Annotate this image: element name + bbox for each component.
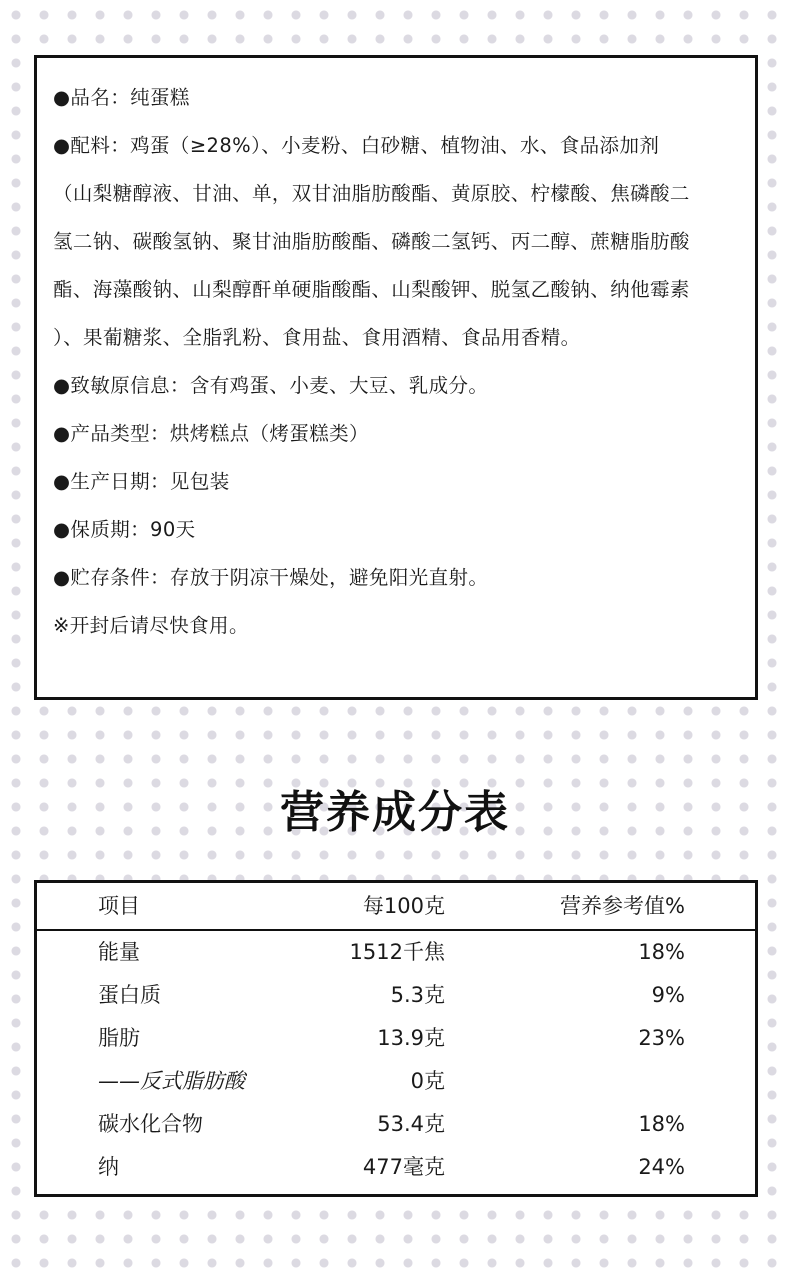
header-item: 项目 xyxy=(98,894,140,918)
row-item: 能量 xyxy=(98,940,140,964)
table-header-row xyxy=(37,883,755,931)
row-item: 纳 xyxy=(98,1155,119,1179)
product-info-content xyxy=(53,84,745,660)
row-nrv: 9% xyxy=(651,983,685,1007)
nutrition-table-title: 营养成分表 xyxy=(280,787,510,838)
info-line-allergens: ●致敏原信息：含有鸡蛋、小麦、大豆、乳成分。 xyxy=(53,374,489,397)
row-per-100g: 477毫克 xyxy=(362,1155,445,1179)
table-row xyxy=(37,1017,755,1060)
header-nrv: 营养参考值% xyxy=(560,894,685,918)
info-line-product-type: ●产品类型：烘烤糕点（烤蛋糕类） xyxy=(53,422,369,445)
info-line-product-name: ●品名：纯蛋糕 xyxy=(53,86,190,109)
info-line-ingredients: ●配料：鸡蛋（≥28%）、小麦粉、白砂糖、植物油、水、食品添加剂 xyxy=(53,134,660,157)
row-per-100g: 53.4克 xyxy=(377,1112,445,1136)
info-line-ingredients-cont-1: （山梨糖醇液、甘油、单，双甘油脂肪酸酯、黄原胶、柠檬酸、焦磷酸二 xyxy=(53,182,690,205)
table-row xyxy=(37,1103,755,1146)
info-line-production-date: ●生产日期：见包装 xyxy=(53,470,230,493)
row-item: 蛋白质 xyxy=(98,983,161,1007)
row-per-100g: 5.3克 xyxy=(390,983,445,1007)
info-line-ingredients-cont-2: 氢二钠、碳酸氢钠、聚甘油脂肪酸酯、磷酸二氢钙、丙二醇、蔗糖脂肪酸 xyxy=(53,230,690,253)
row-nrv: 24% xyxy=(638,1155,685,1179)
table-row xyxy=(37,931,755,974)
info-line-shelf-life: ●保质期：90天 xyxy=(53,518,196,541)
row-item: ——反式脂肪酸 xyxy=(98,1069,245,1093)
nutrition-table xyxy=(34,880,758,1197)
row-nrv: 18% xyxy=(638,940,685,964)
table-row xyxy=(37,974,755,1017)
header-per-100g: 每100克 xyxy=(362,894,445,918)
row-per-100g: 13.9克 xyxy=(377,1026,445,1050)
info-line-opening-note: ※开封后请尽快食用。 xyxy=(53,614,249,637)
info-line-ingredients-cont-4: ）、果葡糖浆、全脂乳粉、食用盐、食用酒精、食品用香精。 xyxy=(53,326,581,349)
product-info-box xyxy=(34,55,758,700)
row-item: 脂肪 xyxy=(98,1026,140,1050)
table-row xyxy=(37,1060,755,1103)
row-item: 碳水化合物 xyxy=(98,1112,203,1136)
row-per-100g: 0克 xyxy=(410,1069,445,1093)
row-nrv: 18% xyxy=(638,1112,685,1136)
info-line-ingredients-cont-3: 酯、海藻酸钠、山梨醇酐单硬脂酸酯、山梨酸钾、脱氢乙酸钠、纳他霉素 xyxy=(53,278,690,301)
table-row xyxy=(37,1146,755,1189)
row-per-100g: 1512千焦 xyxy=(349,940,445,964)
info-line-storage: ●贮存条件：存放于阴凉干燥处，避免阳光直射。 xyxy=(53,566,489,589)
row-nrv: 23% xyxy=(638,1026,685,1050)
